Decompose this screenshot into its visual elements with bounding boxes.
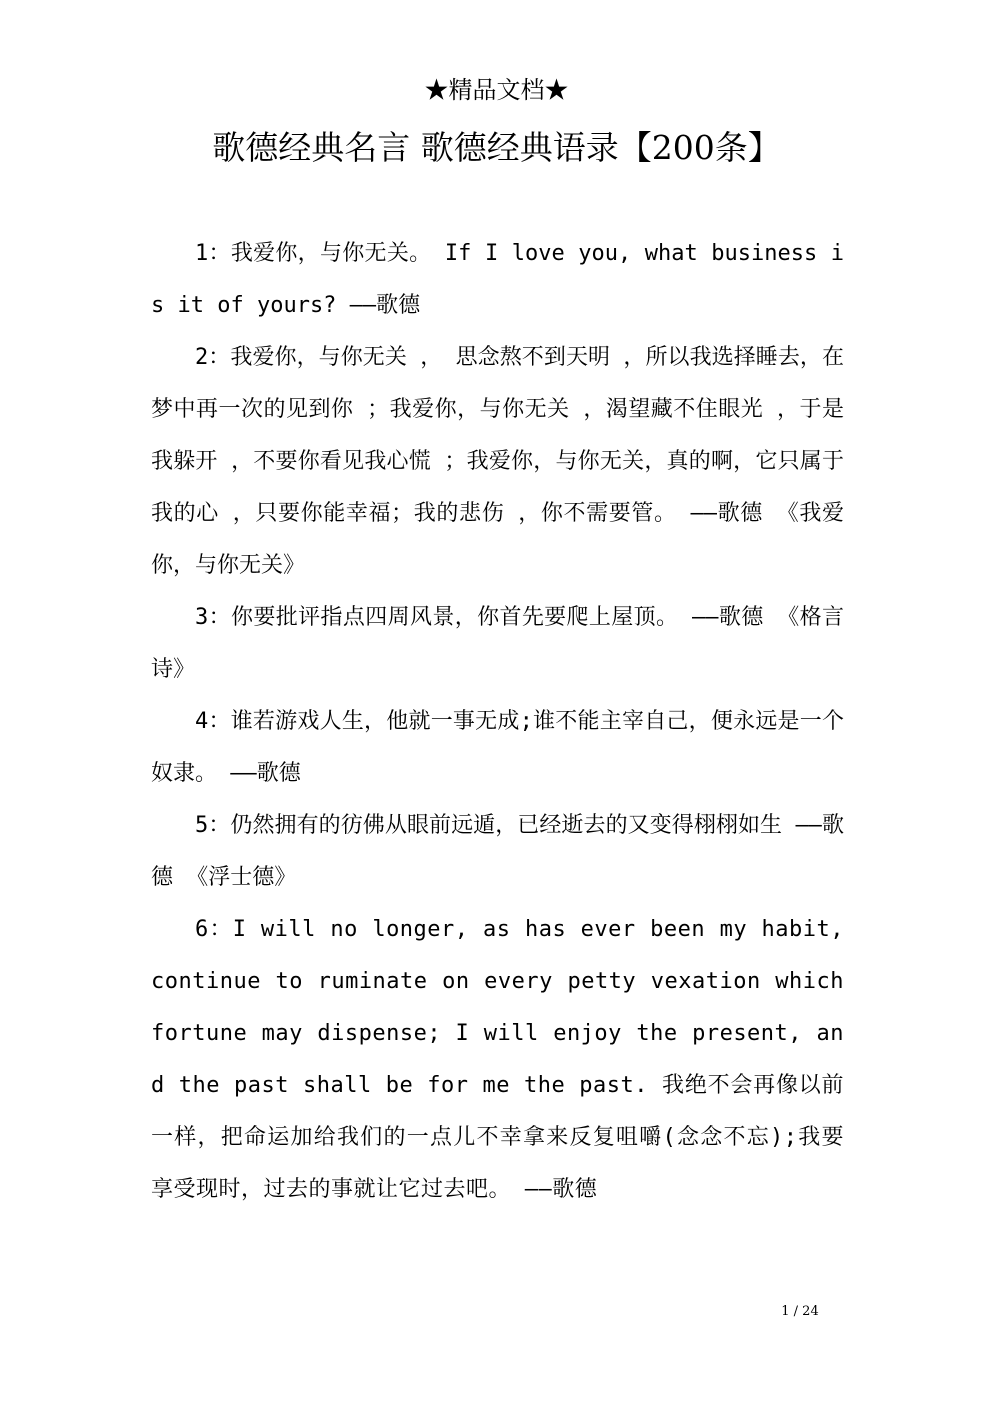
quote-item: 6：I will no longer, as has ever been my habit, continue to ruminate on every petty vexation which fortune may dispense; I will enjoy the present, and the past shall be for me the past. 我绝不会再像以前一样，把命运加给我们的一点儿不幸拿来反复咀嚼(念念不忘);我要享受现时，过去的事就让它过去吧。 ——歌德 bbox=[151, 917, 844, 1202]
document-header-label: ★精品文档★ bbox=[424, 76, 569, 104]
quote-list bbox=[151, 228, 844, 1216]
quote-item: 3：你要批评指点四周风景，你首先要爬上屋顶。 ——歌德 《格言诗》 bbox=[151, 605, 844, 682]
page-number: 1 / 24 bbox=[781, 1304, 819, 1319]
quote-item: 4：谁若游戏人生，他就一事无成;谁不能主宰自己，便永远是一个奴隶。 ——歌德 bbox=[151, 709, 844, 786]
quote-item: 5：仍然拥有的彷佛从眼前远遁，已经逝去的又变得栩栩如生 ——歌德 《浮士德》 bbox=[151, 813, 844, 890]
document-title: 歌德经典名言 歌德经典语录【200条】 bbox=[212, 128, 781, 167]
quote-item: 1：我爱你，与你无关。 If I love you, what business is it of yours? ——歌德 bbox=[151, 241, 844, 318]
quote-item: 2：我爱你，与你无关 ， 思念熬不到天明 ，所以我选择睡去，在梦中再一次的见到你 ；我爱你，与你无关 ，渴望藏不住眼光 ，于是我躲开 ，不要你看见我心慌 ；我爱你，与你无关，真的啊，它只属于我的心 ，只要你能幸福；我的悲伤 ，你不需要管。 ——歌德 《我爱你，与你无关》 bbox=[151, 345, 844, 578]
